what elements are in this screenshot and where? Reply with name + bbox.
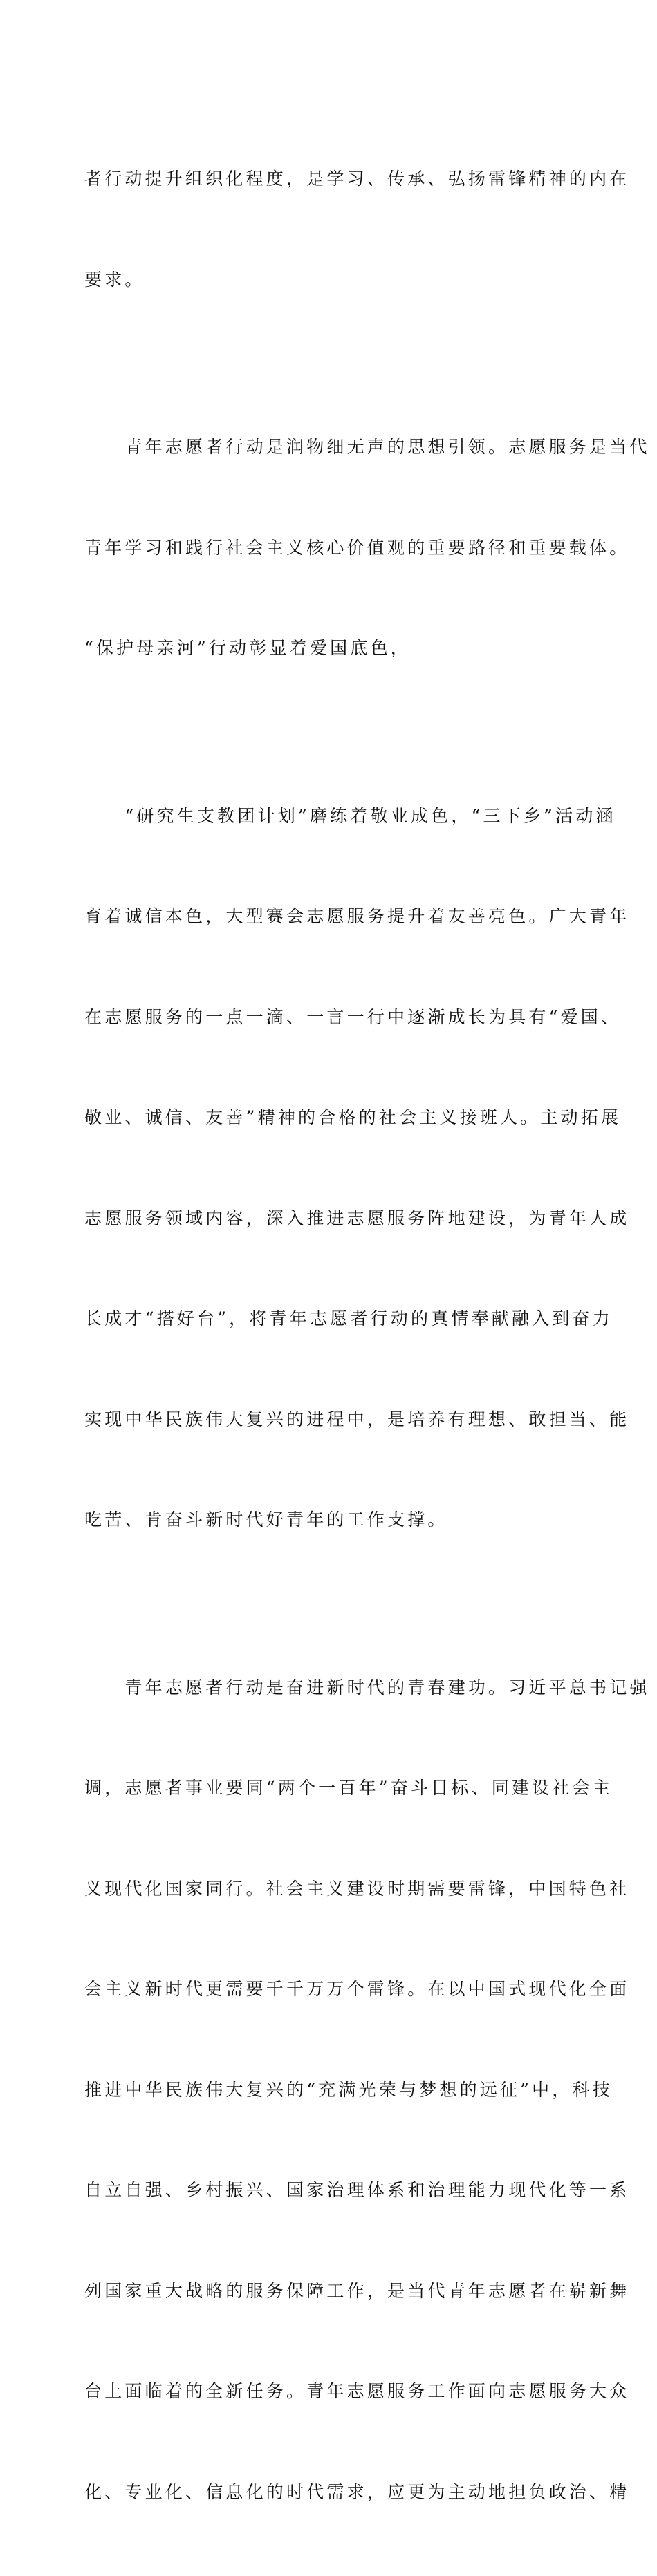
text-line: 长成才“搭好台”，将青年志愿者行动的真情奉献融入到奋力 <box>84 1302 568 1336</box>
paragraph-4 <box>84 1604 568 2576</box>
text-line: 要求。 <box>84 263 568 297</box>
text-line: 在志愿服务的一点一滴、一言一行中逐渐成长为具有“爱国、 <box>84 1001 568 1035</box>
text-line: 列国家重大战略的服务保障工作，是当代青年志愿者在崭新舞 <box>84 2275 568 2309</box>
document-body <box>84 95 568 2576</box>
paragraph-1 <box>84 95 568 364</box>
paragraph-2 <box>84 364 568 733</box>
text-line: 者行动提升组织化程度，是学习、传承、弘扬雷锋精神的内在 <box>84 162 568 196</box>
text-line: 青年学习和践行社会主义核心价值观的重要路径和重要载体。 <box>84 532 568 565</box>
text-line: 义现代化国家同行。社会主义建设时期需要雷锋，中国特色社 <box>84 1872 568 1906</box>
text-line: 推进中华民族伟大复兴的“充满光荣与梦想的远征”中，科技 <box>84 2074 568 2107</box>
paragraph-3 <box>84 733 568 1604</box>
text-line: “研究生支教团计划”磨练着敬业成色，“三下乡”活动涵 <box>84 800 568 834</box>
text-line: 志愿服务领域内容，深入推进志愿服务阵地建设，为青年人成 <box>84 1202 568 1236</box>
text-line: 自立自强、乡村振兴、国家治理体系和治理能力现代化等一系 <box>84 2174 568 2208</box>
text-line: 吃苦、肯奋斗新时代好青年的工作支撑。 <box>84 1503 568 1537</box>
text-line: 育着诚信本色，大型赛会志愿服务提升着友善亮色。广大青年 <box>84 900 568 934</box>
text-line: 化、专业化、信息化的时代需求，应更为主动地担负政治、精 <box>84 2476 568 2510</box>
text-line: “保护母亲河”行动彰显着爱国底色， <box>84 632 568 666</box>
document-page <box>0 0 657 929</box>
text-line: 调，志愿者事业要同“两个一百年”奋斗目标、同建设社会主 <box>84 1771 568 1805</box>
text-line: 实现中华民族伟大复兴的进程中，是培养有理想、敢担当、能 <box>84 1403 568 1437</box>
text-line: 台上面临着的全新任务。青年志愿服务工作面向志愿服务大众 <box>84 2375 568 2409</box>
text-line: 青年志愿者行动是奋进新时代的青春建功。习近平总书记强 <box>84 1671 568 1705</box>
text-line: 会主义新时代更需要千千万万个雷锋。在以中国式现代化全面 <box>84 1973 568 2006</box>
text-line: 青年志愿者行动是润物细无声的思想引领。志愿服务是当代 <box>84 431 568 464</box>
text-line: 敬业、诚信、友善”精神的合格的社会主义接班人。主动拓展 <box>84 1101 568 1135</box>
